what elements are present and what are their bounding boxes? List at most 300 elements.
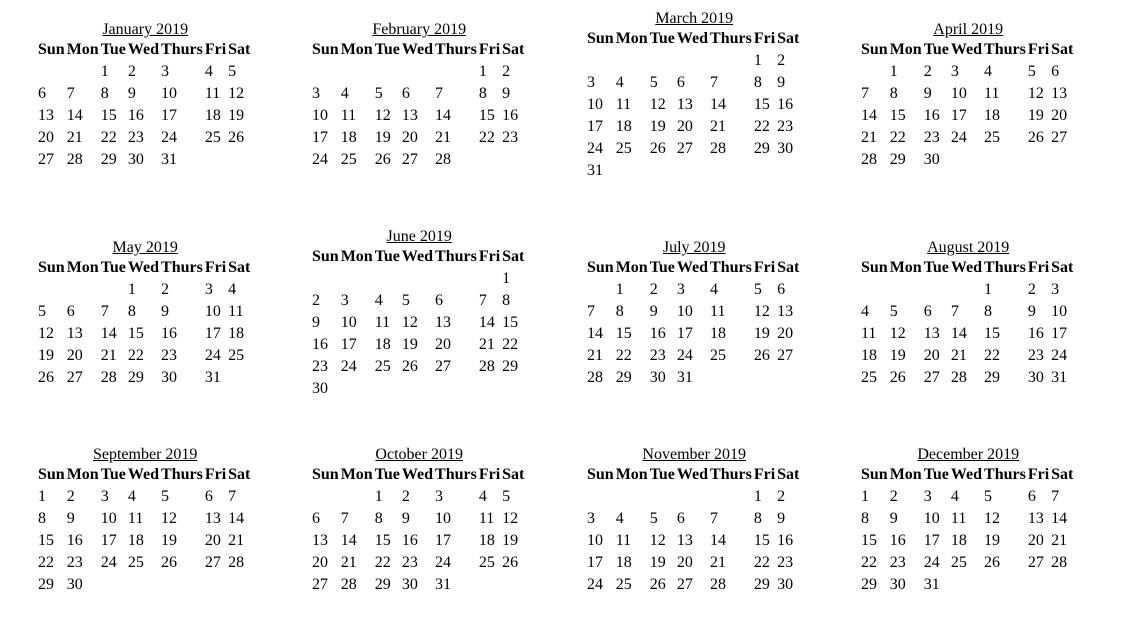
day-cell: 8 — [127, 303, 136, 320]
day-cell: 14 — [950, 325, 967, 342]
day-cell: 1 — [615, 281, 624, 298]
month-title: August 2019 — [927, 239, 1010, 256]
day-cell: 27 — [1051, 129, 1068, 146]
day-cell: 27 — [401, 151, 418, 168]
weekday-header-sat: Sat — [228, 259, 251, 276]
day-cell: 16 — [502, 107, 519, 124]
weekday-header-row — [587, 464, 801, 486]
day-cell: 24 — [100, 554, 117, 571]
day-cell: 3 — [1051, 281, 1060, 298]
week-row — [38, 105, 252, 127]
day-cell: 19 — [1027, 107, 1044, 124]
weekday-header-sat: Sat — [1051, 41, 1074, 58]
empty-day-cell — [754, 367, 777, 389]
day-cell: 22 — [127, 347, 144, 364]
weekday-header-mon: Mon — [889, 259, 922, 276]
week-row — [38, 367, 252, 389]
day-cell: 19 — [502, 532, 519, 549]
month-table — [587, 9, 801, 182]
day-cell: 31 — [204, 369, 221, 386]
week-row — [861, 83, 1075, 105]
weekday-header-thurs: Thurs — [984, 466, 1026, 483]
day-cell: 17 — [161, 107, 178, 124]
day-cell: 22 — [861, 554, 877, 571]
month-title: November 2019 — [642, 446, 746, 463]
empty-day-cell — [312, 61, 341, 83]
day-cell: 26 — [984, 554, 1001, 571]
month-august-2019 — [861, 238, 1097, 389]
day-cell: 16 — [66, 532, 83, 549]
week-row — [861, 345, 1075, 367]
weekday-header-thurs: Thurs — [161, 259, 203, 276]
empty-day-cell — [375, 268, 402, 290]
day-cell: 22 — [502, 336, 519, 353]
week-row — [312, 552, 526, 574]
day-cell: 9 — [777, 74, 786, 91]
month-january-2019 — [38, 20, 274, 171]
day-cell: 16 — [777, 532, 794, 549]
day-cell: 3 — [161, 63, 170, 80]
empty-day-cell — [402, 268, 435, 290]
day-cell: 17 — [204, 325, 221, 342]
day-cell: 18 — [340, 129, 357, 146]
day-cell: 2 — [502, 63, 511, 80]
day-cell: 27 — [777, 347, 794, 364]
day-cell: 5 — [649, 510, 658, 527]
empty-day-cell — [312, 268, 341, 290]
day-cell: 26 — [228, 129, 245, 146]
weekday-header-sun: Sun — [861, 259, 888, 276]
weekday-header-thurs: Thurs — [710, 259, 752, 276]
month-october-2019 — [312, 445, 548, 596]
day-cell: 1 — [753, 488, 762, 505]
weekday-header-sun: Sun — [312, 466, 339, 483]
weekday-header-row — [38, 464, 252, 486]
day-cell: 12 — [1027, 85, 1044, 102]
weekday-header-mon: Mon — [66, 466, 99, 483]
day-cell: 17 — [100, 532, 117, 549]
day-cell: 24 — [204, 347, 221, 364]
day-cell: 17 — [340, 336, 357, 353]
weekday-header-fri: Fri — [753, 30, 776, 47]
day-cell: 25 — [374, 358, 391, 375]
weekday-header-thurs: Thurs — [984, 41, 1026, 58]
day-cell: 10 — [587, 96, 603, 113]
weekday-header-mon: Mon — [615, 30, 648, 47]
day-cell: 23 — [401, 554, 418, 571]
day-cell: 27 — [923, 369, 940, 386]
empty-day-cell — [312, 486, 341, 508]
day-cell: 15 — [100, 107, 117, 124]
day-cell: 20 — [435, 336, 452, 353]
day-cell: 4 — [861, 303, 869, 320]
day-cell: 17 — [587, 554, 603, 571]
day-cell: 4 — [615, 510, 624, 527]
day-cell: 7 — [710, 74, 719, 91]
empty-day-cell — [375, 61, 402, 83]
day-cell: 5 — [38, 303, 46, 320]
month-april-2019 — [861, 20, 1097, 171]
week-row — [587, 72, 801, 94]
weekday-header-mon: Mon — [340, 466, 373, 483]
day-cell: 6 — [1051, 63, 1060, 80]
day-cell: 1 — [753, 52, 762, 69]
month-title: December 2019 — [917, 446, 1020, 463]
week-row — [38, 279, 252, 301]
empty-day-cell — [677, 486, 710, 508]
day-cell: 28 — [340, 576, 357, 593]
empty-day-cell — [502, 149, 526, 171]
week-row — [587, 345, 801, 367]
day-cell: 14 — [587, 325, 603, 342]
week-row — [861, 323, 1075, 345]
day-cell: 12 — [374, 107, 391, 124]
weekday-header-mon: Mon — [340, 41, 373, 58]
day-cell: 14 — [861, 107, 877, 124]
week-row — [312, 127, 526, 149]
day-cell: 13 — [777, 303, 794, 320]
day-cell: 7 — [861, 85, 869, 102]
empty-day-cell — [650, 50, 677, 72]
day-cell: 2 — [777, 488, 786, 505]
empty-day-cell — [677, 160, 710, 182]
empty-day-cell — [502, 378, 526, 400]
weekday-header-sat: Sat — [228, 41, 251, 58]
day-cell: 26 — [889, 369, 906, 386]
day-cell: 9 — [1027, 303, 1036, 320]
empty-day-cell — [38, 61, 67, 83]
weekday-header-wed: Wed — [401, 248, 434, 265]
weekday-header-fri: Fri — [753, 259, 776, 276]
empty-day-cell — [650, 486, 677, 508]
day-cell: 20 — [204, 532, 221, 549]
month-march-2019 — [587, 9, 823, 182]
day-cell: 19 — [374, 129, 391, 146]
empty-day-cell — [435, 378, 479, 400]
empty-day-cell — [161, 574, 205, 596]
day-cell: 8 — [478, 85, 487, 102]
day-cell: 14 — [1051, 510, 1068, 527]
day-cell: 8 — [100, 85, 109, 102]
day-cell: 17 — [676, 325, 693, 342]
day-cell: 23 — [777, 118, 794, 135]
week-row — [861, 149, 1075, 171]
day-cell: 30 — [161, 369, 178, 386]
weekday-header-sun: Sun — [861, 466, 888, 483]
day-cell: 6 — [401, 85, 410, 102]
empty-day-cell — [1028, 574, 1051, 596]
day-cell: 22 — [100, 129, 117, 146]
month-table — [312, 227, 526, 400]
week-row — [587, 160, 801, 182]
weekday-header-sat: Sat — [1051, 466, 1074, 483]
week-row — [861, 508, 1075, 530]
day-cell: 13 — [1051, 85, 1068, 102]
day-cell: 6 — [38, 85, 46, 102]
day-cell: 29 — [753, 140, 770, 157]
week-row — [38, 149, 252, 171]
day-cell: 9 — [127, 85, 136, 102]
day-cell: 26 — [753, 347, 770, 364]
day-cell: 25 — [615, 576, 632, 593]
day-cell: 28 — [950, 369, 967, 386]
day-cell: 22 — [38, 554, 54, 571]
month-july-2019 — [587, 238, 823, 389]
week-row — [861, 486, 1075, 508]
day-cell: 26 — [374, 151, 391, 168]
empty-day-cell — [754, 160, 777, 182]
day-cell: 23 — [502, 129, 519, 146]
day-cell: 21 — [950, 347, 967, 364]
day-cell: 11 — [127, 510, 144, 527]
weekday-header-row — [587, 28, 801, 50]
weekday-header-fri: Fri — [204, 466, 227, 483]
day-cell: 19 — [753, 325, 770, 342]
weekday-header-thurs: Thurs — [161, 41, 203, 58]
empty-day-cell — [101, 574, 128, 596]
week-row — [38, 323, 252, 345]
day-cell: 9 — [777, 510, 786, 527]
day-cell: 2 — [777, 52, 786, 69]
week-row — [861, 301, 1075, 323]
day-cell: 18 — [204, 107, 221, 124]
month-title: May 2019 — [112, 239, 178, 256]
weekday-header-wed: Wed — [401, 41, 434, 58]
empty-day-cell — [984, 574, 1028, 596]
day-cell: 25 — [950, 554, 967, 571]
day-cell: 31 — [676, 369, 693, 386]
day-cell: 1 — [861, 488, 869, 505]
day-cell: 9 — [161, 303, 170, 320]
month-table — [38, 238, 252, 389]
day-cell: 3 — [100, 488, 109, 505]
week-row — [38, 301, 252, 323]
day-cell: 24 — [676, 347, 693, 364]
month-title: April 2019 — [933, 21, 1004, 38]
day-cell: 3 — [340, 292, 349, 309]
weekday-header-fri: Fri — [478, 41, 501, 58]
day-cell: 24 — [950, 129, 967, 146]
week-row — [587, 116, 801, 138]
day-cell: 21 — [710, 554, 727, 571]
day-cell: 14 — [66, 107, 83, 124]
month-title: September 2019 — [92, 446, 198, 463]
month-table — [861, 238, 1075, 389]
day-cell: 5 — [889, 303, 898, 320]
empty-day-cell — [677, 50, 710, 72]
day-cell: 10 — [204, 303, 221, 320]
day-cell: 21 — [478, 336, 495, 353]
day-cell: 3 — [587, 74, 595, 91]
day-cell: 26 — [161, 554, 178, 571]
empty-day-cell — [341, 486, 375, 508]
day-cell: 15 — [889, 107, 906, 124]
day-cell: 1 — [889, 63, 898, 80]
empty-day-cell — [777, 160, 801, 182]
weekday-header-row — [861, 464, 1075, 486]
day-cell: 21 — [587, 347, 603, 364]
empty-day-cell — [101, 279, 128, 301]
week-row — [312, 61, 526, 83]
day-cell: 6 — [1027, 488, 1036, 505]
day-cell: 14 — [435, 107, 452, 124]
day-cell: 20 — [1051, 107, 1068, 124]
weekday-header-tue: Tue — [649, 30, 675, 47]
day-cell: 14 — [478, 314, 495, 331]
weekday-header-mon: Mon — [615, 466, 648, 483]
weekday-header-fri: Fri — [478, 466, 501, 483]
day-cell: 28 — [710, 576, 727, 593]
day-cell: 15 — [615, 325, 632, 342]
empty-day-cell — [710, 486, 754, 508]
weekday-header-tue: Tue — [649, 259, 675, 276]
day-cell: 3 — [435, 488, 444, 505]
day-cell: 23 — [161, 347, 178, 364]
empty-day-cell — [710, 367, 754, 389]
empty-day-cell — [710, 160, 754, 182]
day-cell: 26 — [649, 140, 666, 157]
day-cell: 10 — [1051, 303, 1068, 320]
day-cell: 2 — [127, 63, 136, 80]
day-cell: 27 — [1027, 554, 1044, 571]
day-cell: 12 — [502, 510, 519, 527]
empty-day-cell — [861, 61, 890, 83]
weekday-header-row — [38, 39, 252, 61]
week-row — [38, 83, 252, 105]
day-cell: 4 — [340, 85, 349, 102]
weekday-header-sat: Sat — [502, 41, 525, 58]
weekday-header-row — [312, 464, 526, 486]
day-cell: 26 — [1027, 129, 1044, 146]
day-cell: 8 — [374, 510, 383, 527]
week-row — [861, 367, 1075, 389]
month-table — [861, 445, 1075, 596]
week-row — [587, 94, 801, 116]
week-row — [587, 552, 801, 574]
weekday-header-mon: Mon — [66, 259, 99, 276]
week-row — [587, 367, 801, 389]
day-cell: 21 — [861, 129, 877, 146]
day-cell: 6 — [66, 303, 75, 320]
day-cell: 30 — [127, 151, 144, 168]
day-cell: 23 — [923, 129, 940, 146]
day-cell: 14 — [710, 96, 727, 113]
day-cell: 20 — [401, 129, 418, 146]
empty-day-cell — [228, 574, 252, 596]
day-cell: 12 — [753, 303, 770, 320]
day-cell: 23 — [312, 358, 328, 375]
day-cell: 18 — [478, 532, 495, 549]
day-cell: 12 — [649, 532, 666, 549]
week-row — [861, 552, 1075, 574]
day-cell: 29 — [38, 576, 54, 593]
day-cell: 22 — [753, 554, 770, 571]
day-cell: 15 — [984, 325, 1001, 342]
day-cell: 18 — [984, 107, 1001, 124]
weekday-header-sat: Sat — [777, 466, 800, 483]
month-title: March 2019 — [655, 10, 734, 27]
day-cell: 28 — [478, 358, 495, 375]
weekday-header-row — [861, 257, 1075, 279]
weekday-header-tue: Tue — [649, 466, 675, 483]
day-cell: 3 — [950, 63, 959, 80]
week-row — [38, 574, 252, 596]
day-cell: 30 — [312, 380, 328, 397]
day-cell: 12 — [228, 85, 245, 102]
day-cell: 31 — [587, 162, 603, 179]
empty-day-cell — [616, 486, 650, 508]
day-cell: 13 — [66, 325, 83, 342]
day-cell: 13 — [204, 510, 221, 527]
weekday-header-sun: Sun — [38, 466, 65, 483]
day-cell: 7 — [340, 510, 349, 527]
day-cell: 29 — [861, 576, 877, 593]
day-cell: 24 — [587, 576, 603, 593]
day-cell: 11 — [204, 85, 221, 102]
week-row — [38, 552, 252, 574]
day-cell: 8 — [984, 303, 993, 320]
day-cell: 13 — [401, 107, 418, 124]
day-cell: 16 — [923, 107, 940, 124]
weekday-header-row — [312, 39, 526, 61]
day-cell: 21 — [710, 118, 727, 135]
day-cell: 7 — [587, 303, 595, 320]
day-cell: 2 — [312, 292, 320, 309]
day-cell: 2 — [1027, 281, 1036, 298]
day-cell: 20 — [38, 129, 54, 146]
empty-day-cell — [479, 574, 502, 596]
empty-day-cell — [951, 574, 984, 596]
day-cell: 11 — [984, 85, 1000, 102]
day-cell: 24 — [923, 554, 940, 571]
weekday-header-thurs: Thurs — [710, 466, 752, 483]
day-cell: 23 — [1027, 347, 1044, 364]
day-cell: 27 — [66, 369, 83, 386]
day-cell: 24 — [1051, 347, 1068, 364]
day-cell: 27 — [312, 576, 328, 593]
day-cell: 1 — [100, 63, 109, 80]
month-february-2019 — [312, 20, 548, 171]
day-cell: 16 — [889, 532, 906, 549]
month-title: July 2019 — [662, 239, 726, 256]
day-cell: 27 — [38, 151, 54, 168]
day-cell: 7 — [1051, 488, 1060, 505]
day-cell: 8 — [753, 74, 762, 91]
day-cell: 25 — [861, 369, 877, 386]
week-row — [861, 61, 1075, 83]
week-row — [38, 345, 252, 367]
weekday-header-tue: Tue — [923, 466, 949, 483]
empty-day-cell — [341, 61, 375, 83]
day-cell: 30 — [777, 140, 794, 157]
day-cell: 14 — [228, 510, 245, 527]
day-cell: 25 — [204, 129, 221, 146]
day-cell: 21 — [228, 532, 245, 549]
week-row — [587, 486, 801, 508]
empty-day-cell — [984, 149, 1028, 171]
empty-day-cell — [341, 268, 375, 290]
day-cell: 16 — [312, 336, 328, 353]
day-cell: 19 — [649, 554, 666, 571]
day-cell: 31 — [923, 576, 940, 593]
day-cell: 16 — [127, 107, 144, 124]
day-cell: 8 — [38, 510, 46, 527]
day-cell: 25 — [340, 151, 357, 168]
day-cell: 13 — [1027, 510, 1044, 527]
empty-day-cell — [502, 574, 526, 596]
weekday-header-thurs: Thurs — [435, 41, 477, 58]
week-row — [312, 356, 526, 378]
